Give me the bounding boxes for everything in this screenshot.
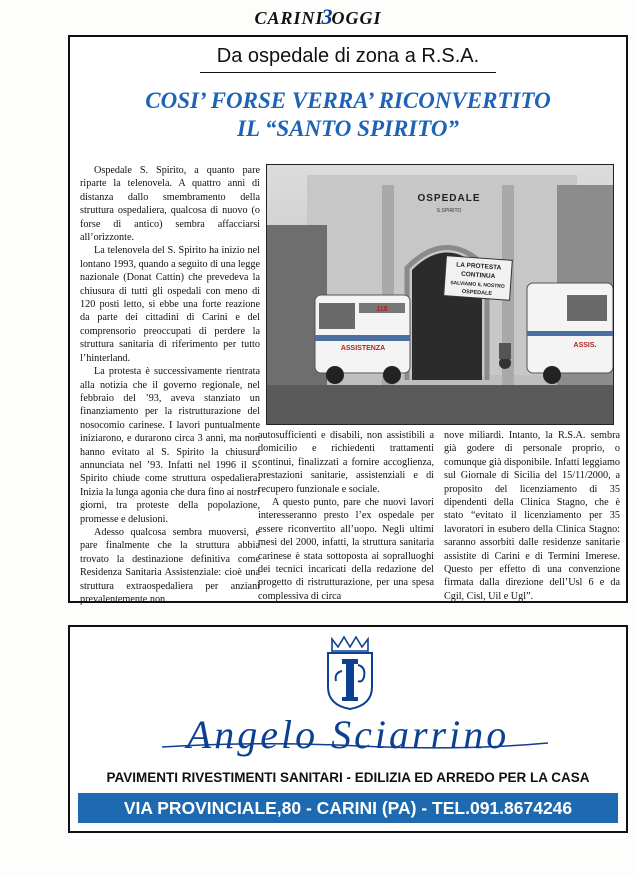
article-column-1: [80, 164, 260, 604]
banner-line-3: SALVIAMO IL NOSTRO: [450, 280, 505, 290]
hospital-photo-illustration: [267, 165, 613, 424]
ambulance-left-number: 118: [376, 306, 388, 313]
swash-underline-icon: [160, 739, 550, 751]
ambulance-right-label: ASSIS.: [573, 342, 597, 349]
ambulance-right: [527, 283, 613, 384]
article-column-2: [258, 429, 434, 603]
hospital-photo: [266, 164, 614, 425]
article-headline: Da ospedale di zona a R.S.A.: [216, 45, 480, 67]
subhead-line-2: IL “SANTO SPIRITO”: [237, 116, 459, 141]
article-box: [68, 35, 628, 603]
ad-business-name: Angelo Sciarrino: [186, 712, 510, 757]
paragraph: La protesta è successivamente rientrata alla notizia che il governo regionale, nel febbraio del ’93, aveva stanziato un finanziamento per la ristrutturazione del nosocomio carinese. I lavori puntualmente iniziarono, e durarono circa 3 anni, ma non hanno evitato al S. Spirito la chiusura annunciata nel ’93. Infatti nel 1996 il S. Spirito chiude come struttura ospedaliera. Inizia la lunga agonia che dura fino ai nostri giorni, tra proteste della popolazione, promesse e delusioni.: [80, 366, 260, 525]
masthead: [0, 0, 636, 30]
article-column-3: [444, 429, 620, 603]
hospital-sign-text: OSPEDALE: [417, 193, 481, 204]
advertisement: [68, 625, 628, 833]
headline-underline: [200, 72, 496, 73]
subhead-line-1: COSI’ FORSE VERRA’ RICONVERTITO: [145, 88, 551, 113]
paragraph: Adesso qualcosa sembra muoversi, e pare finalmente che la struttura abbia trovato la destinazione definitiva come Residenza Sanitaria Assistenziale: cioè una struttura extraospedaliera per anziani prevalentemente non: [80, 526, 260, 605]
ad-address-bar: VIA PROVINCIALE,80 - CARINI (PA) - TEL.091.8674246: [78, 793, 618, 823]
town-crest-icon: [322, 635, 378, 711]
paragraph: A questo punto, pare che nuovi lavori interesseranno presto l’ex ospedale per essere riconvertito all’uopo. Negli ultimi mesi del 2000, infatti, la struttura sanitaria carinese è stata sottoposta ai sopralluoghi dei tecnici incaricati della redazione del progetto di ristrutturazione, per una spesa complessiva di circa: [258, 497, 434, 602]
banner-line-1: LA PROTESTA: [456, 261, 502, 272]
ad-tagline: PAVIMENTI RIVESTIMENTI SANITARI - EDILIZIA ED ARREDO PER LA CASA: [106, 770, 590, 785]
paragraph: La telenovela del S. Spirito ha inizio nel lontano 1993, quando a seguito di una legge nazionale (Donat Cattin) che prevedeva la chiusura di tutti gli ospedali con meno di 120 posti letto, si ebbe una forte reazione da parte dei cittadini di Carini e del comprensorio preoccupati di perdere la struttura sanitaria di riferimento per tutto l’hinterland.: [80, 245, 260, 364]
hospital-sign-subtext: S.SPIRITO: [436, 208, 462, 214]
paragraph: autosufficienti e disabili, non assistibili a domicilio e richiedenti trattamenti continui, finalizzati a fornire accoglienza, prestazioni sanitarie, assistenziali e di recupero funzionale e sociale.: [258, 430, 434, 495]
banner-line-2: CONTINUA: [460, 270, 496, 281]
banner-line-4: OSPEDALE: [461, 288, 493, 298]
paragraph: nove miliardi. Intanto, la R.S.A. sembra già godere di personale proprio, o comunque già disponibile. Infatti leggiamo sul Giornale di Sicilia del 15/11/2000, a proposito del licenziamento di 35 dipendenti della Clinica Stagno, che è stato “evitato il licenziamento per 35 lavoratori in esubero della Clinica Stagno: saranno assorbiti dalle residenze sanitarie assistite di Carini e di Termini Imerese. Questo per effetto di una convenzione firmata dalla direzione dell’Usl 6 e da Cgil, Cisl, Uil e Ugl”.: [444, 430, 620, 602]
ambulance-left: [315, 295, 410, 384]
paragraph: Ospedale S. Spirito, a quanto pare riparte la telenovela. A quattro anni di distanza dallo smembramento della struttura ospedaliera, qualcosa di nuovo (o forse di antico) sembra affacciarsi all’orizzonte.: [80, 165, 260, 244]
newspaper-logo: CARINI3OGGI: [254, 4, 382, 29]
ambulance-left-label: ASSISTENZA: [340, 345, 386, 352]
article-subhead: [70, 87, 626, 143]
